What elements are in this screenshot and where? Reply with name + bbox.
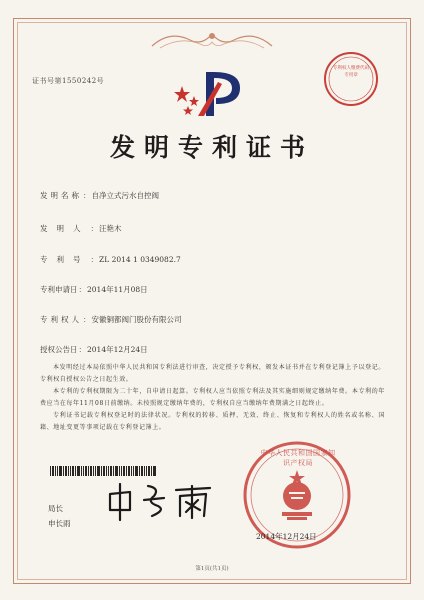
- body-paragraph-2: 本专利的专利权期限为二十年，自申请日起算。专利权人应当依照专利法及其实施细则规定缴纳年费。本专利的年费应当在每年11月08日前缴纳。未按照规定缴纳年费的，专利权自应当缴纳年费期满之日起终止。: [40, 388, 385, 407]
- inventor-row: 发明人：汪艳木: [40, 224, 122, 233]
- page-title: 发明专利证书: [109, 133, 314, 162]
- grant-date-label: 授权公告日: [40, 345, 78, 354]
- filing-date-value: 2014年11月08日: [87, 285, 148, 294]
- fee-code-seal-text: 专利权人缴费代码专用章: [333, 66, 369, 78]
- top-ornament: [150, 26, 274, 52]
- director-title: 局长: [48, 504, 63, 513]
- grant-date-value: 2014年12月24日: [87, 345, 148, 354]
- body-paragraph-3: 专利证书记载专利权登记时的法律状况。专利权的转移、质押、无效、终止、恢复和专利权人的姓名或名称、国籍、地址变更等事项记载在专利登记簿上。: [40, 412, 385, 431]
- patentee-label: 专利权人: [40, 315, 82, 324]
- inventor-value: 汪艳木: [99, 224, 122, 233]
- seal-date: 2014年12月24日: [256, 532, 317, 541]
- patentee-value: 安徽铜都阀门股份有限公司: [91, 315, 182, 324]
- filing-date-label: 专利申请日: [40, 285, 78, 294]
- page-footer: 第1页(共1页): [195, 566, 229, 572]
- grant-date-row: 授权公告日：2014年12月24日: [40, 345, 148, 354]
- barcode: [50, 466, 156, 476]
- invention-name-label: 发明名称: [40, 191, 82, 200]
- fee-code-seal: [322, 50, 380, 108]
- invention-name-value: 自净立式污水自控阀: [91, 191, 159, 200]
- certificate-body: [40, 362, 385, 434]
- director-name: 申长雨: [48, 519, 71, 528]
- patent-number-row: 专利号：ZL 2014 1 0349082.7: [40, 255, 181, 264]
- inventor-label: 发明人: [40, 224, 90, 233]
- patentee-row: 专利权人：安徽铜都阀门股份有限公司: [40, 315, 182, 324]
- body-paragraph-1: 本发明经过本局依照中华人民共和国专利法进行审查，决定授予专利权，颁发本证书并在专利登记簿上予以登记。专利权自授权公告之日起生效。: [40, 364, 385, 383]
- filing-date-row: 专利申请日：2014年11月08日: [40, 285, 148, 294]
- invention-name-row: 发明名称：自净立式污水自控阀: [40, 191, 159, 200]
- patent-number-label: 专利号: [40, 255, 90, 264]
- certificate-number: 证书号第1550242号: [32, 77, 105, 85]
- patent-office-logo: [170, 66, 250, 118]
- director-signature: [100, 476, 220, 524]
- official-seal-text: 中华人民共和国国家知识产权局: [260, 449, 336, 467]
- patent-number-value: ZL 2014 1 0349082.7: [99, 255, 181, 264]
